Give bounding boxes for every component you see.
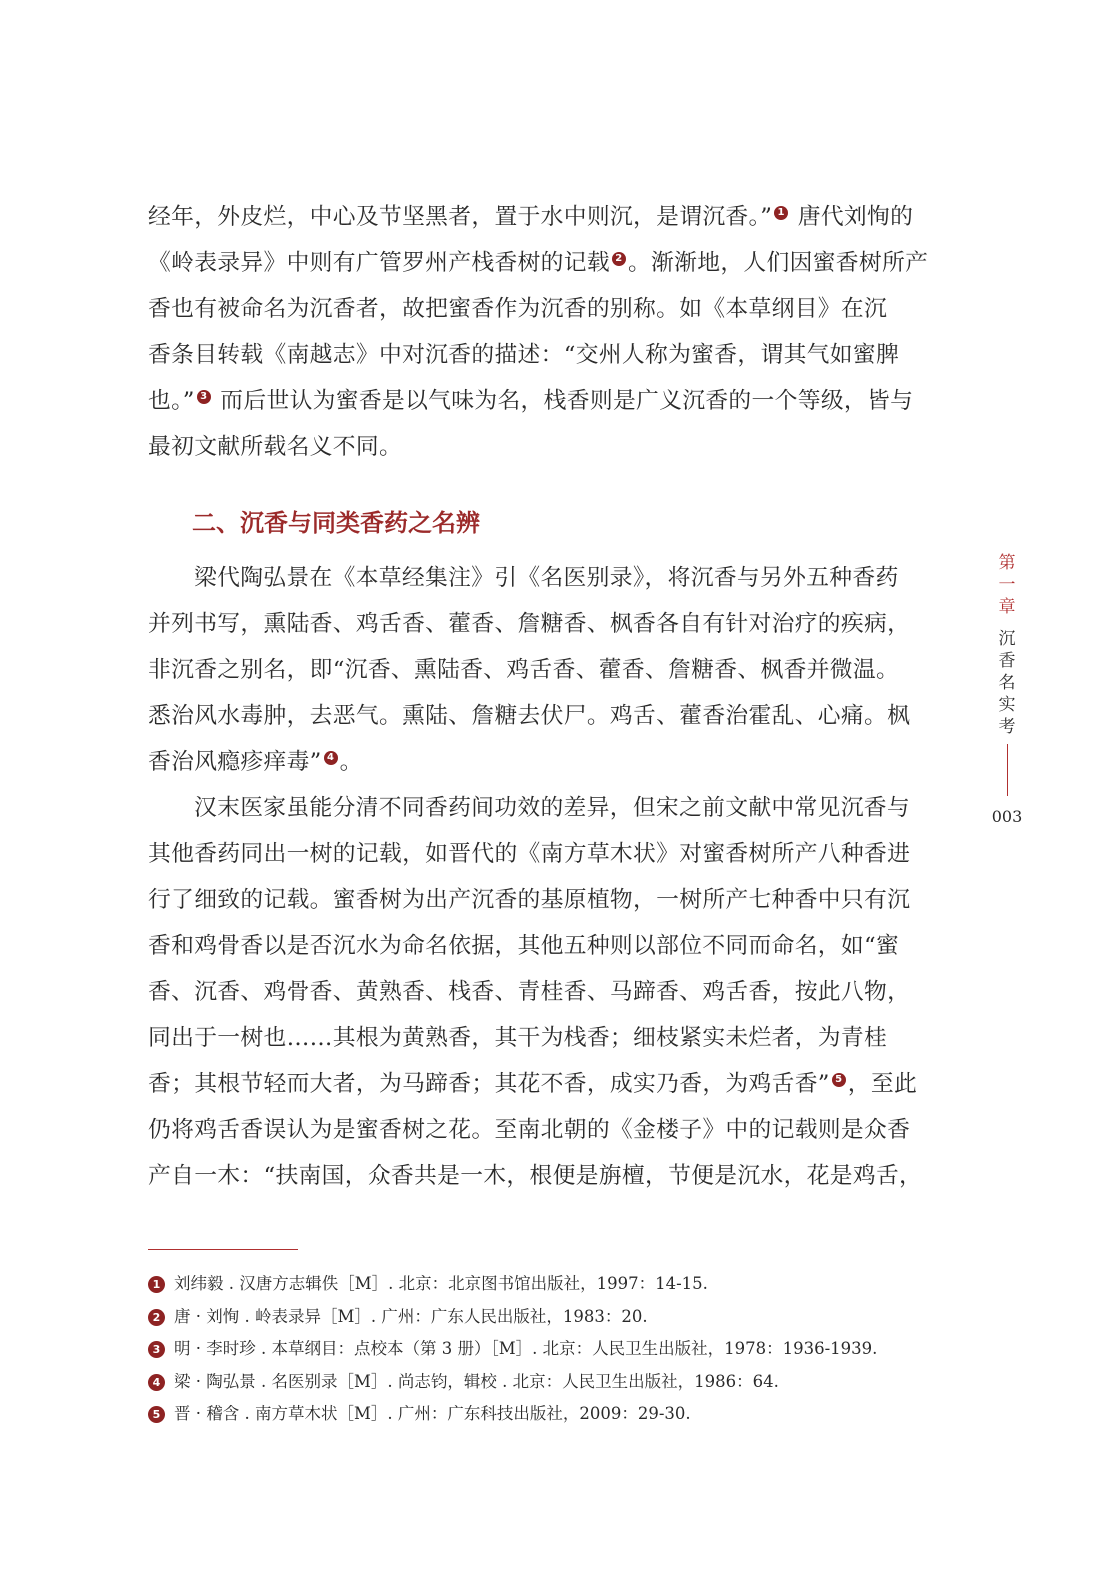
text-line: 行了细致的记载。蜜香树为出产沉香的基原植物，一树所产七种香中只有沉 (148, 887, 911, 913)
text-line: 香治风瘾疹痒毒” 4 。 (148, 749, 363, 775)
footnote-number: 4 (148, 1374, 165, 1391)
text-line: 香也有被命名为沉香者，故把蜜香作为沉香的别称。如《本草纲目》在沉 (148, 296, 888, 322)
text-line: 同出于一树也……其根为黄熟香，其干为栈香；细枝紧实未烂者，为青桂 (148, 1025, 888, 1051)
footnote (148, 1333, 948, 1366)
page-number: 003 (991, 807, 1023, 826)
text-line: 其他香药同出一树的记载，如晋代的《南方草木状》对蜜香树所产八种香进 (148, 841, 911, 867)
running-head (993, 552, 1021, 796)
footnote-marker[interactable]: 3 (197, 390, 211, 404)
footnote-number: 3 (148, 1341, 165, 1358)
text-line: 《岭表录异》中则有广管罗州产栈香树的记载 2 。渐渐地，人们因蜜香树所产 (148, 250, 929, 276)
text-line: 也。” 3 而后世认为蜜香是以气味为名，栈香则是广义沉香的一个等级，皆与 (148, 388, 914, 414)
footnote-divider (148, 1249, 298, 1250)
side-divider (1007, 744, 1008, 796)
text-line: 产自一木：“扶南国，众香共是一木，根便是旃檀，节便是沉水，花是鸡舌， (148, 1163, 923, 1189)
text-line: 最初文献所载名义不同。 (148, 434, 403, 460)
paragraph-3 (148, 785, 948, 1199)
footnote-marker[interactable]: 2 (612, 252, 626, 266)
footnote-text: 梁 · 陶弘景 . 名医别录［M］. 尚志钧，辑校 . 北京：人民卫生出版社，1986：64. (174, 1371, 779, 1391)
footnote-text: 明 · 李时珍 . 本草纲目：点校本（第 3 册）［M］. 北京：人民卫生出版社，1978：1936-1939. (174, 1339, 878, 1358)
footnotes (148, 1268, 948, 1431)
text-line: 香、沉香、鸡骨香、黄熟香、栈香、青桂香、马蹄香、鸡舌香，按此八物， (148, 979, 911, 1005)
text-line: 仍将鸡舌香误认为是蜜香树之花。至南北朝的《金楼子》中的记载则是众香 (148, 1117, 911, 1143)
footnote-number: 1 (148, 1276, 165, 1293)
body-section-2 (148, 555, 948, 1199)
footnote (148, 1268, 948, 1301)
paragraph-2 (148, 555, 948, 785)
footnote-marker[interactable]: 1 (774, 206, 788, 220)
text-line: 汉末医家虽能分清不同香药间功效的差异，但宋之前文献中常见沉香与 (194, 795, 911, 821)
footnote-marker[interactable]: 4 (324, 751, 338, 765)
chapter-title: 沉 香 名 实 考 (998, 629, 1016, 737)
text-line: 非沉香之别名，即“沉香、熏陆香、鸡舌香、藿香、詹糖香、枫香并微温。 (148, 657, 900, 683)
footnote-number: 2 (148, 1309, 165, 1326)
paragraph-1 (148, 194, 948, 470)
text-line: 香条目转载《南越志》中对沉香的描述：“交州人称为蜜香，谓其气如蜜脾 (148, 342, 900, 368)
footnote (148, 1398, 948, 1431)
footnote-text: 唐 · 刘恂 . 岭表录异［M］. 广州：广东人民出版社，1983：20. (174, 1306, 648, 1326)
chapter-label: 第 一 章 (998, 553, 1016, 617)
section-heading: 二、沉香与同类香药之名辨 (192, 508, 480, 537)
footnote (148, 1366, 948, 1399)
text-line: 并列书写，熏陆香、鸡舌香、藿香、詹糖香、枫香各自有针对治疗的疾病， (148, 611, 911, 637)
footnote (148, 1301, 948, 1334)
footnote-number: 5 (148, 1406, 165, 1423)
footnote-text: 晋 · 稽含 . 南方草木状［M］. 广州：广东科技出版社，2009：29-30. (174, 1404, 691, 1423)
text-line: 香；其根节轻而大者，为马蹄香；其花不香，成实乃香，为鸡舌香” 5 ，至此 (148, 1071, 918, 1097)
footnote-text: 刘纬毅 . 汉唐方志辑佚［M］. 北京：北京图书馆出版社，1997：14-15. (174, 1274, 708, 1293)
text-line: 梁代陶弘景在《本草经集注》引《名医别录》，将沉香与另外五种香药 (194, 565, 899, 591)
footnote-marker[interactable]: 5 (832, 1073, 846, 1087)
text-line: 经年，外皮烂，中心及节坚黑者，置于水中则沉，是谓沉香。” 1 唐代刘恂的 (148, 204, 914, 230)
text-line: 香和鸡骨香以是否沉水为命名依据，其他五种则以部位不同而命名，如“蜜 (148, 933, 900, 959)
text-line: 悉治风水毒肿，去恶气。熏陆、詹糖去伏尸。鸡舌、藿香治霍乱、心痛。枫 (148, 703, 911, 729)
